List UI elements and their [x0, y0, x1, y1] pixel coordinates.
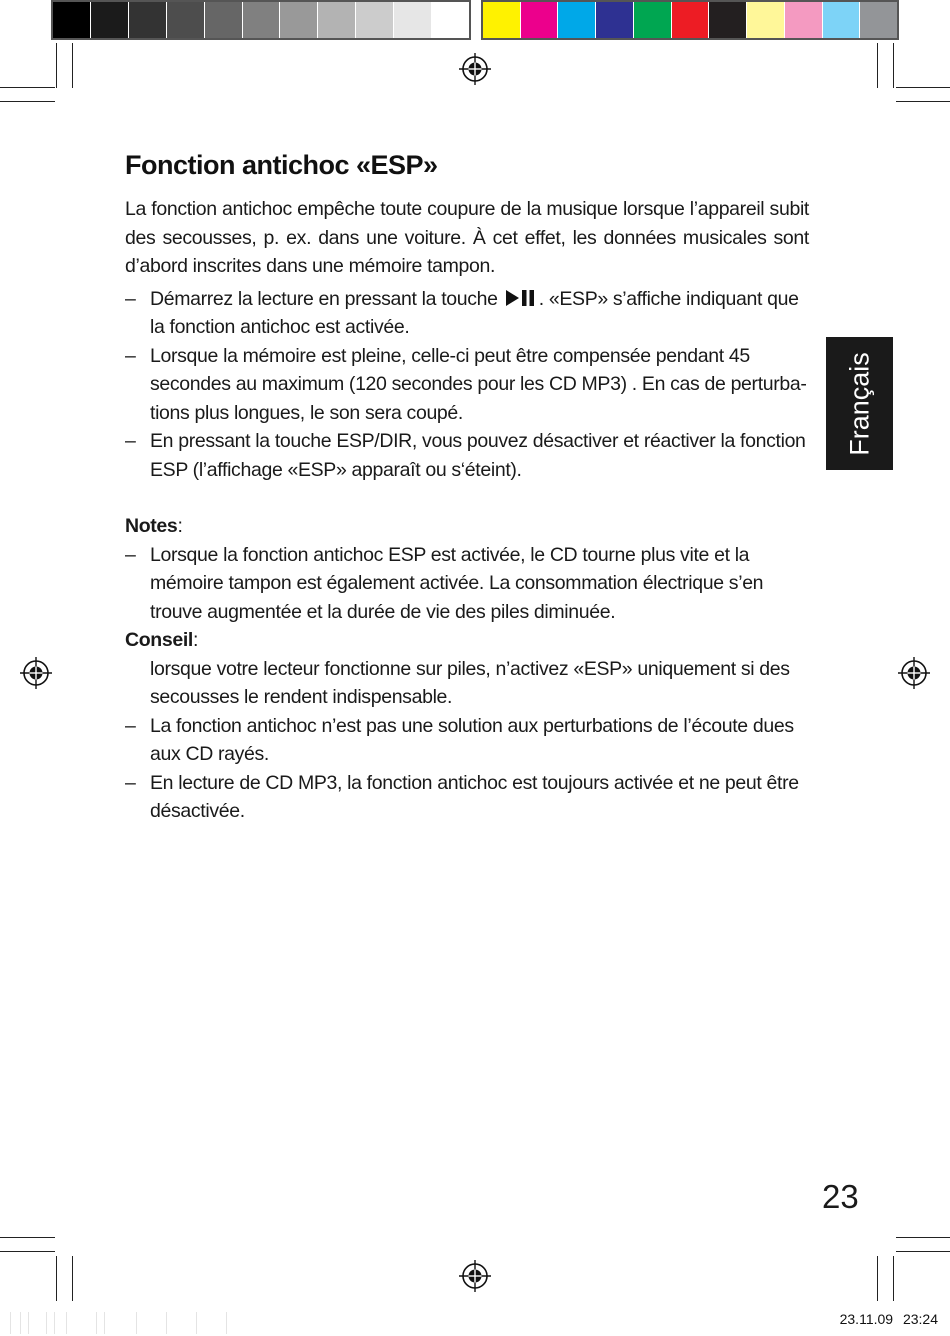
crop-mark-bottom-right-v2 [893, 1256, 894, 1301]
color-swatch [521, 2, 559, 38]
color-swatch [280, 2, 318, 38]
page-number: 23 [822, 1178, 859, 1215]
color-swatch [558, 2, 596, 38]
dash-bullet: – [125, 430, 136, 452]
color-swatch [672, 2, 710, 38]
list-item [125, 712, 809, 769]
color-swatch [243, 2, 281, 38]
crop-mark-top-left-v [72, 43, 73, 88]
crop-mark-bottom-right-v [877, 1256, 878, 1301]
crop-mark-top-left-h2 [0, 87, 55, 88]
play-pause-icon [506, 289, 536, 307]
registration-mark-left-icon [20, 657, 52, 689]
tip-item-text: La fonction antichoc n’est pas une solution aux perturbations de l’écoute dues aux CD rayés. [150, 714, 794, 765]
steps-list [125, 285, 809, 485]
faint-footer-barcode [6, 1312, 236, 1334]
color-swatch [596, 2, 634, 38]
list-item [125, 285, 809, 342]
notes-heading [125, 512, 809, 541]
color-swatch [432, 2, 469, 38]
color-swatch [167, 2, 205, 38]
color-swatch [860, 2, 897, 38]
color-swatch [91, 2, 129, 38]
crop-mark-bottom-right-h [896, 1237, 950, 1238]
color-swatch [53, 2, 91, 38]
step-text: Lorsque la mémoire est pleine, celle-ci peut être compensée pendant 45 secondes au maximum (120 secondes pour les CD MP3) . En cas de perturba-tions plus longues, le son sera coupé. [150, 344, 807, 424]
intro-paragraph: La fonction antichoc empêche toute coupure de la musique lorsque l’appareil subit des secousses, p. ex. dans une voiture. À cet effet, les données musicales sont d’abord inscrites dans une mémoire tampon. [125, 198, 809, 277]
print-timestamp: 23.11.09 23:24 [839, 1311, 938, 1327]
tip-label: Conseil [125, 629, 193, 651]
note-text: Lorsque la fonction antichoc ESP est activée, le CD tourne plus vite et la mémoire tampon est également activée. La consommation électrique s’en trouve augmentée et la durée de vie des piles diminuée. [150, 543, 764, 623]
crop-mark-bottom-left-v2 [72, 1256, 73, 1301]
crop-mark-top-right-h [896, 87, 950, 88]
notes-colon: : [177, 515, 183, 537]
tip-item-text: En lecture de CD MP3, la fonction antichoc est toujours activée et ne peut être désactivée. [150, 771, 799, 822]
crop-mark-top-right-h2 [896, 101, 950, 102]
dash-bullet: – [125, 543, 136, 566]
registration-mark-bottom-icon [459, 1260, 491, 1292]
section-title: Fonction antichoc «ESP» [125, 150, 438, 180]
tip-heading [125, 626, 809, 655]
crop-mark-bottom-right-h2 [896, 1251, 950, 1252]
crop-mark-bottom-left-h2 [0, 1251, 55, 1252]
crop-mark-top-right-v2 [893, 43, 894, 88]
registration-mark-top-icon [459, 53, 491, 85]
list-item [125, 769, 809, 826]
language-tab [826, 337, 893, 470]
step-text-after: . «ESP» s’affiche indiquant que la fonction antichoc est activée. [150, 287, 799, 338]
color-swatch [318, 2, 356, 38]
step-text-before: Démarrez la lecture en pressant la touche [150, 287, 498, 310]
list-item [125, 427, 809, 484]
color-swatch [747, 2, 785, 38]
color-swatch [785, 2, 823, 38]
tip-text: lorsque votre lecteur fonctionne sur piles, n’activez «ESP» uniquement si des secousses le rendent indispensable. [150, 657, 790, 708]
tip-list [125, 712, 809, 826]
crop-mark-top-right-v [877, 43, 878, 88]
notes-label: Notes [125, 515, 178, 537]
list-item [125, 541, 809, 627]
tip-colon: : [192, 629, 199, 651]
step-text: En pressant la touche ESP/DIR, vous pouvez désactiver et réactiver la fonction ESP (l’affichage «ESP» apparaît ou s‘éteint). [150, 430, 806, 481]
language-tab-label: Français [844, 351, 874, 456]
dash-bullet: – [125, 344, 136, 367]
color-swatch [634, 2, 672, 38]
crop-mark-bottom-left-v [56, 1256, 57, 1301]
color-swatch [709, 2, 747, 38]
list-item [125, 342, 809, 428]
color-swatch [483, 2, 521, 38]
crop-mark-top-left-h [0, 101, 55, 102]
color-swatch [394, 2, 432, 38]
page-content [125, 150, 809, 826]
process-color-bar [481, 0, 899, 40]
color-swatch [205, 2, 243, 38]
dash-bullet: – [125, 714, 136, 737]
color-swatch [356, 2, 394, 38]
dash-bullet: – [125, 771, 136, 794]
crop-mark-bottom-left-h [0, 1237, 55, 1238]
dash-bullet: – [125, 287, 136, 310]
registration-mark-right-icon [898, 657, 930, 689]
color-swatch [823, 2, 861, 38]
crop-mark-top-left-v2 [56, 43, 57, 88]
notes-list [125, 541, 809, 627]
grayscale-color-bar [51, 0, 471, 40]
color-swatch [129, 2, 167, 38]
